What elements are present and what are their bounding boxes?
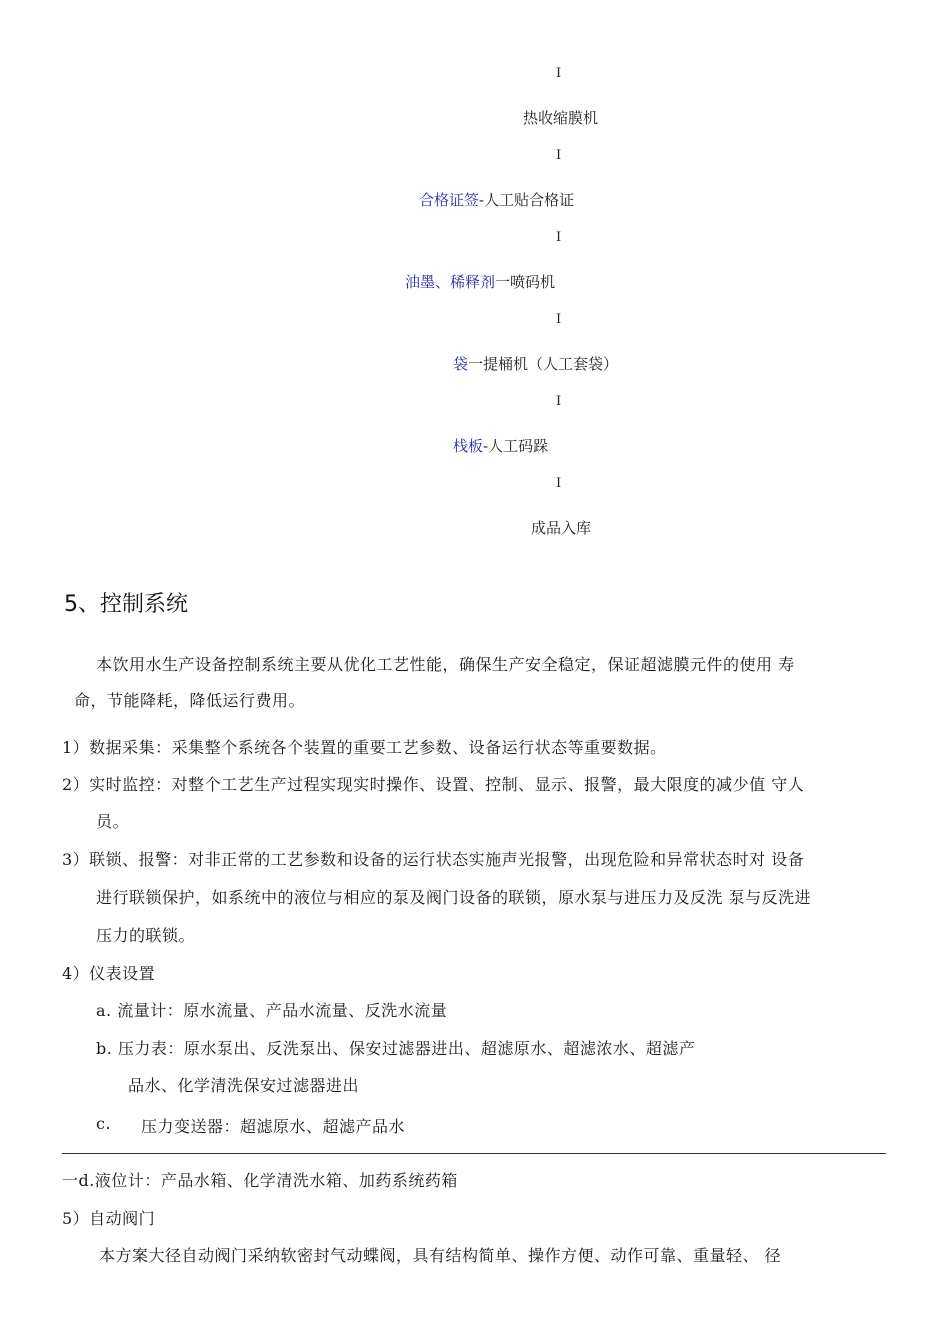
flow-step-certificate: [419, 189, 574, 210]
flow-material: 合格证签: [419, 191, 480, 209]
section-heading: 5、控制系统: [64, 592, 188, 617]
sub-item-pressure-gauge-line1: b. 压力表：原水泵出、反洗泵出、保安过滤器进出、超滤原水、超滤浓水、超滤产: [96, 1039, 696, 1058]
list-item-auto-valves: 5）自动阀门: [62, 1209, 156, 1228]
sub-item-transmitter: 压力变送器：超滤原水、超滤产品水: [141, 1117, 406, 1136]
sub-item-transmitter-label: c.: [96, 1114, 112, 1133]
flow-connector: I: [556, 230, 562, 245]
sub-item-pressure-gauge-line2: 品水、化学清洗保安过滤器进出: [128, 1076, 360, 1095]
flow-connector: I: [556, 148, 562, 163]
list-item-interlock-line1: 3）联锁、报警：对非正常的工艺参数和设备的运行状态实施声光报警，出现危险和异常状态时对 设备: [62, 850, 805, 869]
list-item-data-collection: 1）数据采集：采集整个系统各个装置的重要工艺参数、设备运行状态等重要数据。: [62, 738, 667, 757]
flow-step-warehouse: 成品入库: [531, 519, 592, 537]
flow-connector: I: [556, 66, 562, 81]
flow-process: 一提桶机（人工套袋）: [468, 355, 619, 373]
flow-material: 袋: [453, 355, 469, 373]
list-item-instruments: 4）仪表设置: [62, 964, 156, 983]
list-item-interlock-line2: 进行联锁保护，如系统中的液位与相应的泵及阀门设备的联锁，原水泵与进压力及反洗 泵与反洗进: [96, 888, 812, 907]
flow-process: 一喷码机: [495, 273, 556, 291]
horizontal-divider: [62, 1153, 886, 1154]
flow-connector: I: [556, 476, 562, 491]
flow-connector: I: [556, 312, 562, 327]
list-item-monitoring-line2: 员。: [96, 812, 130, 831]
auto-valves-paragraph: 本方案大径自动阀门采纳软密封气动蝶阀，具有结构简单、操作方便、动作可靠、重量轻、 径: [99, 1246, 782, 1265]
intro-paragraph-line2: 命，节能降耗，降低运行费用。: [74, 691, 306, 710]
intro-paragraph-line1: 本饮用水生产设备控制系统主要从优化工艺性能，确保生产安全稳定，保证超滤膜元件的使用 寿: [96, 655, 795, 674]
sub-item-flowmeter: a. 流量计：原水流量、产品水流量、反洗水流量: [96, 1001, 448, 1020]
list-item-interlock-line3: 压力的联锁。: [96, 926, 196, 945]
flow-step-shrink-film: 热收缩膜机: [523, 109, 599, 127]
sub-item-level-gauge: 一d.液位计：产品水箱、化学清洗水箱、加药系统药箱: [62, 1171, 458, 1190]
flow-material: 栈板: [453, 437, 484, 455]
flow-step-bagging: [453, 353, 618, 374]
flow-process: -人工贴合格证: [479, 191, 575, 209]
flow-connector: I: [556, 394, 562, 409]
flow-process: -人工码跺: [483, 437, 549, 455]
flow-step-inkjet: [405, 271, 555, 292]
list-item-monitoring-line1: 2）实时监控：对整个工艺生产过程实现实时操作、设置、控制、显示、报警，最大限度的减少值 守人: [62, 775, 805, 794]
flow-step-pallet: [453, 435, 548, 456]
flow-material: 油墨、稀释剂: [405, 273, 496, 291]
